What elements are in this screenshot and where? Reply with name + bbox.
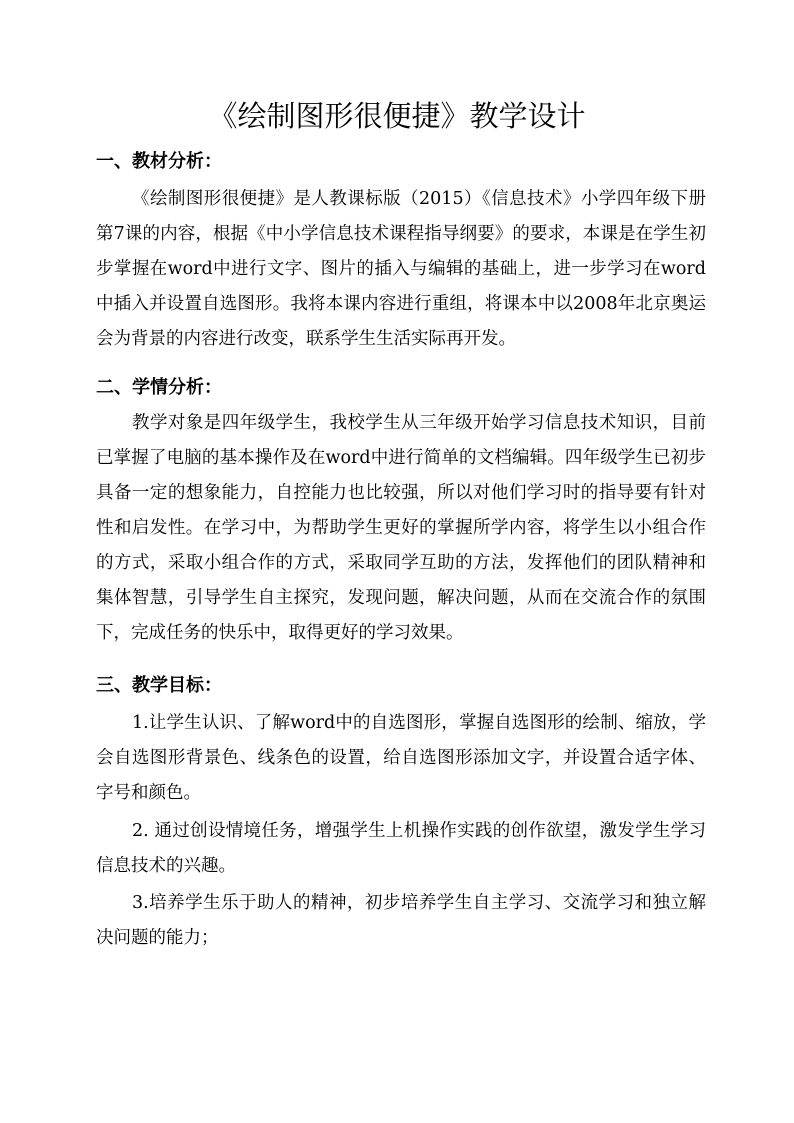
section-heading-textbook-analysis: 一、教材分析： (96, 151, 222, 172)
goal-item-2: 2. 通过创设情境任务，增强学生上机操作实践的创作欲望，激发学生学习信息技术的兴趣。 (96, 821, 706, 876)
goal-item-1: 1.让学生认识、了解word中的自选图形，掌握自选图形的绘制、缩放，学会自选图形背景色、线条色的设置，给自选图形添加文字，并设置合适字体、字号和颜色。 (96, 713, 706, 803)
section-heading-student-analysis: 二、学情分析： (96, 377, 222, 398)
document-title: 《绘制图形很便捷》教学设计 (208, 99, 586, 133)
section-heading-teaching-goals: 三、教学目标： (96, 675, 222, 696)
paragraph-textbook-analysis: 《绘制图形很便捷》是人教课标版（2015）《信息技术》小学四年级下册第7课的内容，根据《中小学信息技术课程指导纲要》的要求，本课是在学生初步掌握在word中进行文字、图片的插入与编辑的基础上，进一步学习在word中插入并设置自选图形。我将本课内容进行重组，将课本中以2008年北京奥运会为背景的内容进行改变，联系学生生活实际再开发。 (96, 189, 706, 349)
goal-item-3: 3.培养学生乐于助人的精神，初步培养学生自主学习、交流学习和独立解决问题的能力； (96, 893, 706, 948)
paragraph-student-analysis: 教学对象是四年级学生，我校学生从三年级开始学习信息技术知识，目前已掌握了电脑的基本操作及在word中进行简单的文档编辑。四年级学生已初步具备一定的想象能力，自控能力也比较强，所以对他们学习时的指导要有针对性和启发性。在学习中，为帮助学生更好的掌握所学内容，将学生以小组合作的方式，采取小组合作的方式，采取同学互助的方法，发挥他们的团队精神和集体智慧，引导学生自主探究，发现问题，解决问题，从而在交流合作的氛围下，完成任务的快乐中，取得更好的学习效果。 (96, 413, 706, 643)
